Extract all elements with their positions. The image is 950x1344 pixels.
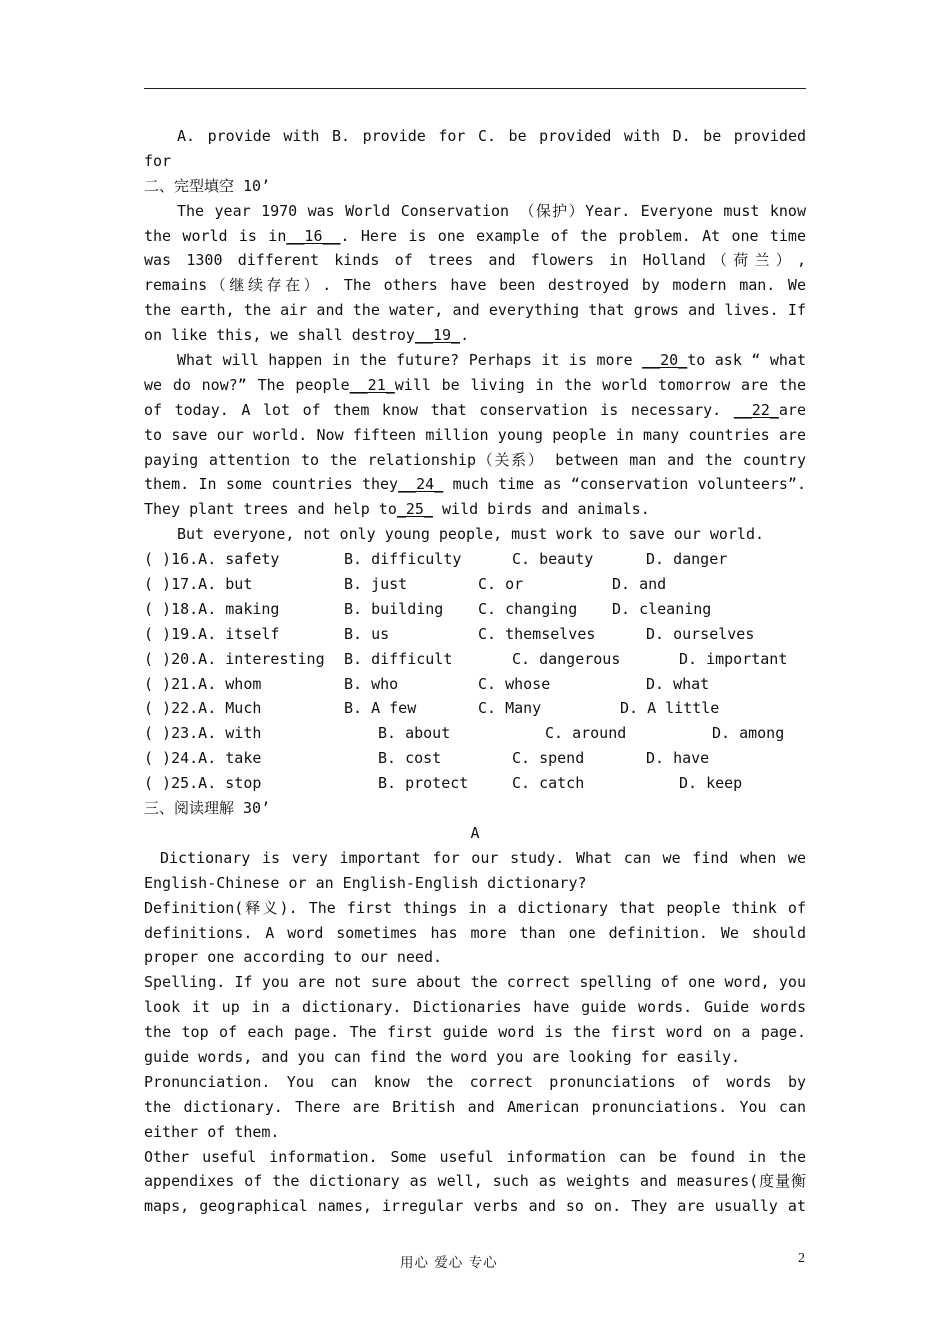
blank-24: __24_	[398, 475, 444, 494]
question-row: ( )18.A. making B. building C. changing D. cleaning	[144, 599, 712, 618]
header-rule	[144, 88, 806, 89]
reading-line: Dictionary is very important for our study. What can we find when we	[160, 848, 806, 867]
reading-line: Spelling. If you are not sure about the correct spelling of one word, you	[144, 973, 806, 992]
blank-16: __16__	[286, 226, 341, 245]
reading-line: maps, geographical names, irregular verbs and so on. They are usually at	[144, 1197, 806, 1216]
cloze-line: The year 1970 was World Conservation （保护）Year. Everyone must know	[177, 201, 806, 220]
reading-line: definitions. A word sometimes has more than one definition. We should	[144, 923, 806, 942]
passage-label: A	[470, 823, 480, 842]
question-row: ( )24.A. take B. cost C. spend D. have	[144, 749, 710, 768]
cloze-line: on like this, we shall destroy__19_.	[144, 326, 470, 345]
reading-line: English-Chinese or an English-English dictionary?	[144, 873, 587, 892]
page-content	[144, 124, 806, 1219]
question-row: ( )25.A. stop B. protect C. catch D. keep	[144, 774, 743, 793]
cloze-line: we do now?” The people__21_will be living in the world tomorrow are the	[144, 375, 806, 394]
question-row: ( )22.A. Much B. A few C. Many D. A little	[144, 699, 720, 718]
cloze-line: them. In some countries they__24_ much time as “conservation volunteers”.	[144, 475, 806, 494]
reading-line: proper one according to our need.	[144, 948, 443, 967]
cloze-line: paying attention to the relationship（关系） between man and the country	[144, 450, 806, 469]
cloze-line: the world is in__16__. Here is one example of the problem. At one time	[144, 226, 806, 245]
reading-line: look it up in a dictionary. Dictionaries have guide words. Guide words	[144, 998, 806, 1017]
reading-line: Definition(释义). The first things in a dictionary that people think of	[144, 898, 806, 917]
reading-line: the top of each page. The first guide word is the first word on a page.	[144, 1023, 806, 1042]
reading-line: guide words, and you can find the word you are looking for easily.	[144, 1047, 741, 1066]
q15-continuation: for	[144, 151, 172, 170]
reading-line: appendixes of the dictionary as well, such as weights and measures(度量衡	[144, 1172, 806, 1191]
q15-option-a: A. provide with	[177, 127, 320, 145]
cloze-line: of today. A lot of them know that conservation is necessary. __22_are	[144, 400, 806, 419]
question-row: ( )19.A. itself B. us C. themselves D. ourselves	[144, 624, 755, 643]
cloze-line: to save our world. Now fifteen million young people in many countries are	[144, 425, 806, 444]
q15-option-c: C. be provided with	[477, 127, 661, 145]
q15-option-b: B. provide for	[332, 127, 466, 145]
section2-title: 二、完型填空 10’	[144, 176, 271, 195]
reading-line: either of them.	[144, 1122, 280, 1141]
section3-title: 三、阅读理解 30’	[144, 799, 271, 818]
q15-option-d: D. be provided	[672, 127, 806, 145]
blank-22: __22_	[733, 400, 779, 419]
cloze-line: the earth, the air and the water, and everything that grows and lives. If	[144, 301, 806, 320]
cloze-line: What will happen in the future? Perhaps it is more __20_to ask “ what	[177, 351, 806, 370]
reading-line: Other useful information. Some useful information can be found in the	[144, 1147, 806, 1166]
question-row: ( )16.A. safety B. difficulty C. beauty D. danger	[144, 550, 728, 569]
cloze-line: They plant trees and help to_25_ wild birds and animals.	[144, 500, 650, 519]
question-row: ( )20.A. interesting B. difficult C. dangerous D. important	[144, 649, 788, 668]
blank-20: __20_	[642, 351, 688, 370]
reading-line: Pronunciation. You can know the correct pronunciations of words by	[144, 1072, 806, 1091]
cloze-line: remains（继续存在）. The others have been destroyed by modern man. We	[144, 276, 806, 295]
question-row: ( )23.A. with B. about C. around D. among	[144, 724, 785, 743]
cloze-line: But everyone, not only young people, must work to save our world.	[177, 525, 764, 544]
blank-25: _25_	[396, 500, 433, 519]
blank-19: __19_	[414, 326, 461, 345]
question-row: ( )17.A. but B. just C. or D. and	[144, 575, 667, 594]
cloze-line: was 1300 different kinds of trees and flowers in Holland（荷兰）,	[144, 251, 806, 270]
blank-21: __21_	[349, 375, 395, 394]
question-row: ( )21.A. whom B. who C. whose D. what	[144, 674, 710, 693]
reading-line: the dictionary. There are British and American pronunciations. You can	[144, 1097, 806, 1116]
footer-motto: 用心 爱心 专心	[400, 1255, 498, 1271]
page-number: 2	[798, 1251, 805, 1266]
q15-options	[144, 124, 806, 149]
